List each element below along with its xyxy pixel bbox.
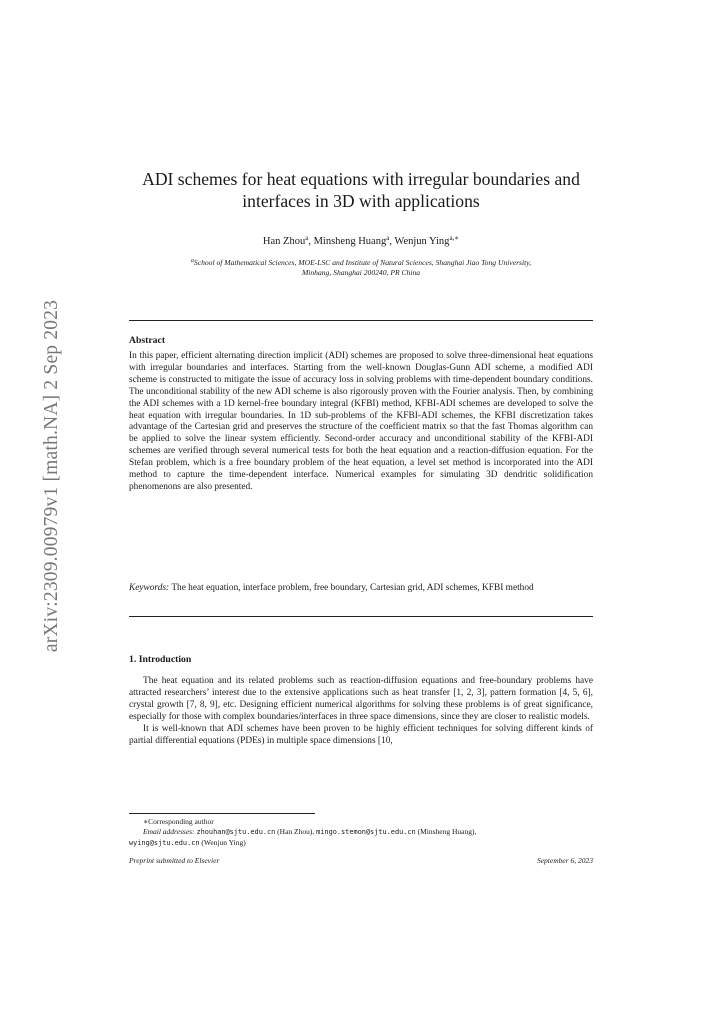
abstract-bottom-rule xyxy=(129,616,593,617)
keywords xyxy=(129,583,593,595)
arxiv-stamp-text: arXiv:2309.00979v1 [math.NA] 2 Sep 2023 xyxy=(41,299,63,653)
title-line-1: ADI schemes for heat equations with irregular boundaries and xyxy=(142,169,580,189)
affiliation-mark: a xyxy=(190,258,194,264)
email-owner: (Minsheng Huang), xyxy=(417,827,477,837)
abstract-heading: Abstract xyxy=(129,335,166,346)
footnote-corresponding: ∗Corresponding author xyxy=(143,817,214,826)
keywords-label: Keywords: xyxy=(129,583,170,593)
email-owner: (Han Zhou), xyxy=(277,827,315,837)
author-mark: a xyxy=(305,234,309,242)
paper-title xyxy=(129,168,593,212)
section-heading-introduction: 1. Introduction xyxy=(129,654,192,665)
intro-paragraph-1: The heat equation and its related problems such as reaction-diffusion equations and free-boundary problems have attracted researchers’ interest due to the extensive applications such as heat transfer [1, 2, 3], pattern formation [4, 5, 6], crystal growth [7, 8, 9], etc. Designing efficient numerical algorithms for solving these problems is of great significance, especially for those with complex boundaries/interfaces in three space dimensions, since they are closer to realistic models. xyxy=(129,676,593,722)
author-mark: a xyxy=(386,234,390,242)
footnote-email-label: Email addresses: xyxy=(143,827,195,837)
author-list: Han Zhou$^a$, Minsheng Huang$^a$, Wenjun Ying$^{a,∗}$ xyxy=(262,234,460,247)
author-name: Han Zhou xyxy=(262,236,306,247)
author-mark: a,∗ xyxy=(449,234,460,242)
abstract-top-rule xyxy=(129,320,593,321)
affiliation-line-1: School of Mathematical Sciences, MOE-LSC and Institute of Natural Sciences, Shanghai Jiao Tong University, xyxy=(193,258,532,267)
preprint-note: Preprint submitted to Elsevier xyxy=(129,856,220,865)
email-link[interactable]: zhouhan@sjtu.edu.cn xyxy=(196,828,276,837)
affiliation-line-2: Minhang, Shanghai 200240, PR China xyxy=(301,268,421,277)
footnotes xyxy=(129,817,593,848)
email-owner: (Wenjun Ying) xyxy=(201,837,246,847)
footnote-rule xyxy=(129,813,315,814)
author-name: Wenjun Ying xyxy=(394,236,450,247)
keywords-text: The heat equation, interface problem, free boundary, Cartesian grid, ADI schemes, KFBI method xyxy=(171,583,534,593)
abstract-body: In this paper, efficient alternating direction implicit (ADI) schemes are proposed to solve three-dimensional heat equations with irregular boundaries and interfaces. Starting from the well-known Douglas-Gunn ADI scheme, a modified ADI scheme is constructed to mitigate the issue of accuracy loss in solving problems with time-dependent boundary conditions. The unconditional stability of the new ADI scheme is also rigorously proven with the Fourier analysis. Then, by combining the ADI schemes with a 1D kernel-free boundary integral (KFBI) method, KFBI-ADI schemes are developed to solve the heat equation with irregular boundaries. In 1D sub-problems of the KFBI-ADI schemes, the KFBI discretization takes advantage of the Cartesian grid and preserves the structure of the coefficient matrix so that the fast Thomas algorithm can be applied to solve the linear system efficiently. Second-order accuracy and unconditional stability of the KFBI-ADI schemes are verified through several numerical tests for both the heat equation and a reaction-diffusion equation. For the Stefan problem, which is a free boundary problem of the heat equation, a level set method is incorporated into the ADI method to capture the time-dependent interface. Numerical examples for simulating 3D dendritic solidification phenomenons are also presented. xyxy=(129,351,593,492)
preprint-date: September 6, 2023 xyxy=(536,856,593,865)
title-line-2: interfaces in 3D with applications xyxy=(242,191,480,211)
intro-paragraph-2: It is well-known that ADI schemes have been proven to be highly efficient techniques for solving different kinds of partial differential equations (PDEs) in multiple space dimensions [10, xyxy=(129,723,593,746)
introduction-body xyxy=(129,676,593,747)
preprint-footer xyxy=(129,856,593,865)
author-name: Minsheng Huang xyxy=(313,236,387,247)
email-link[interactable]: wying@sjtu.edu.cn xyxy=(129,838,200,847)
affiliation xyxy=(139,256,583,278)
email-link[interactable]: mingo.stemon@sjtu.edu.cn xyxy=(316,828,416,837)
arxiv-stamp xyxy=(36,300,68,652)
